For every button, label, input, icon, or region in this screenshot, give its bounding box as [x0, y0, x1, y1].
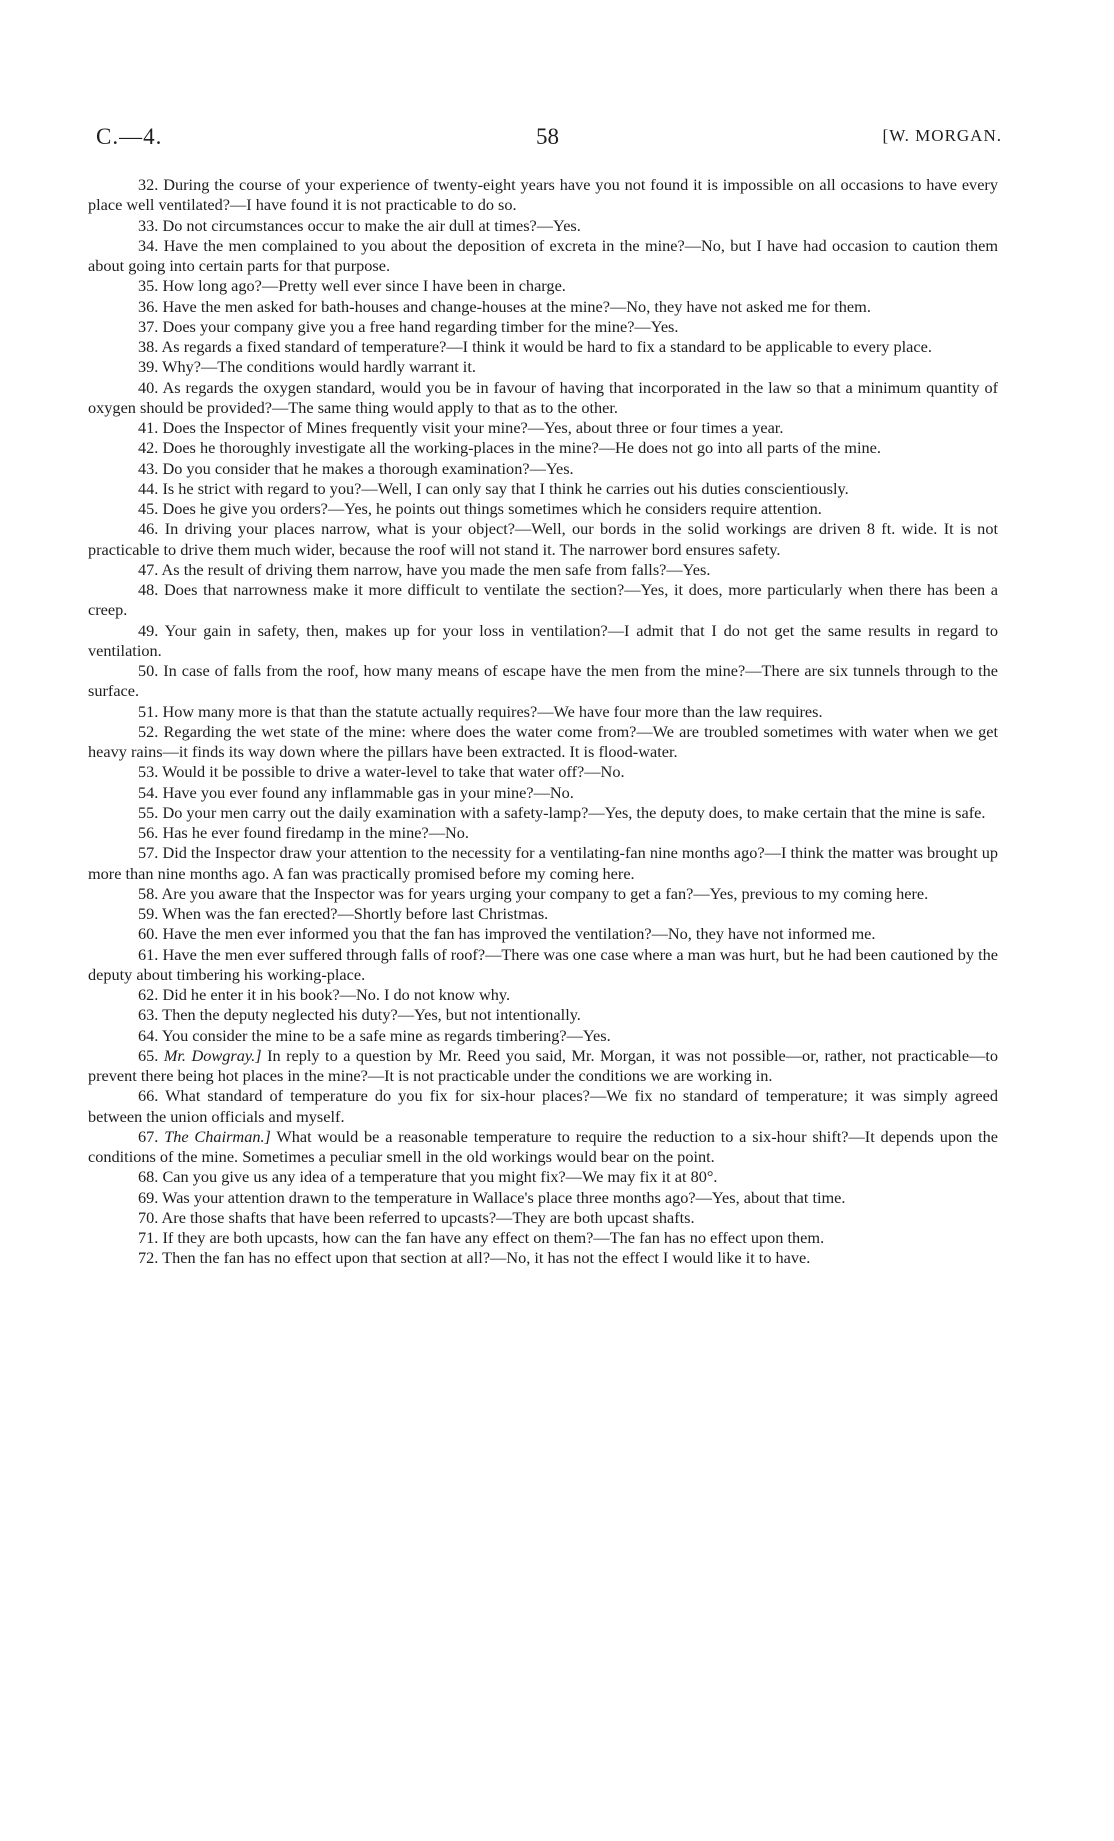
question-answer-text: Have the men asked for bath-houses and change-houses at the mine?—No, they have not asked me for them. — [162, 296, 871, 316]
question-paragraph — [88, 783, 998, 803]
question-number: 68. — [138, 1167, 159, 1187]
question-number: 45. — [138, 499, 159, 518]
question-answer-text: Have the men ever suffered through falls of roof?—There was one case where a man was hurt, but he had been cautioned by the deputy about timbering his working-place. — [88, 944, 998, 984]
question-paragraph — [88, 216, 998, 236]
question-answer-text: How many more is that than the statute actually requires?—We have four more than the law requires. — [162, 701, 823, 721]
question-paragraph — [88, 945, 998, 986]
question-paragraph — [88, 1046, 998, 1087]
question-answer-text: Does your company give you a free hand regarding timber for the mine?—Yes. — [162, 316, 679, 336]
question-paragraph — [88, 337, 998, 357]
question-answer-text: Have the men ever informed you that the fan has improved the ventilation?—No, they have not informed me. — [162, 924, 876, 944]
question-paragraph — [88, 297, 998, 317]
question-number: 39. — [138, 357, 159, 377]
question-number: 65. — [138, 1045, 159, 1065]
question-number: 72. — [138, 1248, 159, 1268]
question-number: 59. — [138, 904, 159, 923]
question-paragraph — [88, 317, 998, 337]
question-answer-text: Are those shafts that have been referred to upcasts?—They are both upcast shafts. — [161, 1207, 695, 1227]
question-paragraph — [88, 560, 998, 580]
question-answer-text: As regards the oxygen standard, would you be in favour of having that incorporated in the law so that a minimum quantity of oxygen should be provided?—The same thing would apply to that as to the other. — [88, 377, 999, 417]
question-answer-text: Would it be possible to drive a water-level to take that water off?—No. — [162, 762, 625, 782]
question-answer-text: As the result of driving them narrow, have you made the men safe from falls?—Yes. — [161, 559, 711, 579]
question-answer-text: How long ago?—Pretty well ever since I have been in charge. — [162, 276, 566, 296]
question-number: 60. — [138, 924, 159, 944]
question-number: 32. — [138, 175, 159, 194]
evidence-text — [88, 175, 998, 1269]
question-answer-text: Does that narrowness make it more difficult to ventilate the section?—Yes, it does, more particularly when there has been a creep. — [88, 580, 998, 620]
question-paragraph — [88, 418, 998, 438]
question-paragraph — [88, 1005, 998, 1025]
question-number: 34. — [138, 235, 159, 255]
question-number: 70. — [138, 1207, 159, 1227]
question-answer-text: What would be a reasonable temperature to require the reduction to a six-hour shift?—It depends upon the conditions of the mine. Sometimes a peculiar smell in the old workings would bear on the point. — [88, 1126, 998, 1166]
question-paragraph — [88, 1127, 998, 1168]
question-answer-text: When was the fan erected?—Shortly before last Christmas. — [162, 904, 549, 923]
question-number: 61. — [138, 944, 159, 964]
question-number: 38. — [138, 337, 159, 356]
question-answer-text: Your gain in safety, then, makes up for your loss in ventilation?—I admit that I do not get the same results in regard to ventilation. — [88, 620, 999, 660]
question-paragraph — [88, 843, 998, 884]
question-number: 33. — [138, 215, 159, 235]
question-answer-text: In reply to a question by Mr. Reed you said, Mr. Morgan, it was not possible—or, rather, not practicable—to prevent there being hot places in the mine?—It is not practicable under the conditions we are working in. — [88, 1045, 998, 1085]
question-paragraph — [88, 702, 998, 722]
question-answer-text: During the course of your experience of twenty-eight years have you not found it is impossible on all occasions to have every place well ventilated?—I have found it is not practicable to do so. — [88, 175, 998, 215]
question-paragraph — [88, 1026, 998, 1046]
question-paragraph — [88, 884, 998, 904]
question-number: 62. — [138, 985, 159, 1004]
question-answer-text: In driving your places narrow, what is your object?—Well, our bords in the solid workings are driven 8 ft. wide. It is not practicable to drive them much wider, because the roof will not stand it. The narrower bord ensures safety. — [88, 519, 998, 559]
question-answer-text: Did the Inspector draw your attention to the necessity for a ventilating-fan nine months ago?—I think the matter was brought up more than nine months ago. A fan was practically promised before my coming here. — [88, 843, 998, 883]
question-answer-text: Does he thoroughly investigate all the working-places in the mine?—He does not go into all parts of the mine. — [162, 438, 881, 458]
question-number: 58. — [138, 883, 159, 903]
question-answer-text: If they are both upcasts, how can the fan have any effect on them?—The fan has no effect upon them. — [162, 1228, 825, 1247]
question-paragraph — [88, 621, 998, 662]
question-answer-text: In case of falls from the roof, how many means of escape have the men from the mine?—There are six tunnels through to the surface. — [88, 661, 998, 701]
question-number: 71. — [138, 1228, 159, 1247]
question-answer-text: Why?—The conditions would hardly warrant it. — [162, 357, 476, 377]
question-answer-text: You consider the mine to be a safe mine as regards timbering?—Yes. — [161, 1025, 611, 1045]
question-number: 53. — [138, 762, 159, 782]
question-paragraph — [88, 519, 998, 560]
question-paragraph — [88, 1228, 998, 1248]
question-paragraph — [88, 236, 998, 277]
question-number: 52. — [138, 721, 159, 741]
question-number: 69. — [138, 1187, 159, 1207]
question-number: 63. — [138, 1005, 159, 1025]
question-paragraph — [88, 722, 998, 763]
question-answer-text: Do your men carry out the daily examination with a safety-lamp?—Yes, the deputy does, to make certain that the mine is safe. — [162, 802, 986, 822]
question-number: 54. — [138, 782, 159, 802]
question-number: 36. — [138, 296, 159, 316]
question-number: 46. — [138, 519, 159, 539]
question-paragraph — [88, 499, 998, 519]
question-paragraph — [88, 1248, 998, 1268]
page-number: 58 — [536, 124, 559, 149]
question-paragraph — [88, 1208, 998, 1228]
question-number: 64. — [138, 1025, 159, 1045]
speaker-name: Mr. Dowgray.] — [163, 1045, 262, 1065]
question-answer-text: Then the fan has no effect upon that section at all?—No, it has not the effect I would like it to have. — [162, 1248, 811, 1268]
question-number: 57. — [138, 843, 159, 863]
question-answer-text: Do you consider that he makes a thorough examination?—Yes. — [162, 458, 574, 478]
question-number: 47. — [138, 559, 159, 579]
question-answer-text: Are you aware that the Inspector was for years urging your company to get a fan?—Yes, previous to my coming here. — [161, 883, 929, 903]
question-answer-text: Does the Inspector of Mines frequently visit your mine?—Yes, about three or four times a year. — [162, 418, 784, 437]
question-answer-text: Have the men complained to you about the deposition of excreta in the mine?—No, but I have had occasion to caution them about going into certain parts for that purpose. — [88, 235, 998, 275]
question-number: 37. — [138, 316, 159, 336]
question-paragraph — [88, 924, 998, 944]
question-paragraph — [88, 479, 998, 499]
question-number: 51. — [138, 701, 159, 721]
question-number: 55. — [138, 802, 159, 822]
question-paragraph — [88, 661, 998, 702]
question-answer-text: What standard of temperature do you fix for six-hour places?—We fix no standard of temperature; it was simply agreed between the union officials and myself. — [88, 1086, 998, 1126]
question-paragraph — [88, 378, 998, 419]
question-paragraph — [88, 904, 998, 924]
question-number: 43. — [138, 458, 159, 478]
question-number: 41. — [138, 418, 159, 437]
question-number: 48. — [138, 580, 159, 599]
question-answer-text: Have you ever found any inflammable gas in your mine?—No. — [162, 782, 574, 802]
question-paragraph — [88, 1167, 998, 1187]
witness-name: [W. MORGAN. — [882, 126, 1002, 145]
question-answer-text: Did he enter it in his book?—No. I do not know why. — [162, 985, 511, 1004]
question-number: 49. — [138, 620, 159, 640]
question-paragraph — [88, 438, 998, 458]
question-paragraph — [88, 1188, 998, 1208]
question-answer-text: Was your attention drawn to the temperature in Wallace's place three months ago?—Yes, about that time. — [162, 1187, 846, 1207]
question-paragraph — [88, 175, 998, 216]
question-paragraph — [88, 762, 998, 782]
question-number: 56. — [138, 823, 159, 842]
document-reference: C.—4. — [96, 124, 163, 149]
question-number: 44. — [138, 478, 159, 498]
question-answer-text: Can you give us any idea of a temperature that you might fix?—We may fix it at 80°. — [162, 1167, 718, 1187]
question-number: 35. — [138, 276, 159, 296]
question-answer-text: Is he strict with regard to you?—Well, I can only say that I think he carries out his duties conscientiously. — [162, 478, 849, 498]
question-number: 42. — [138, 438, 159, 458]
question-number: 50. — [138, 661, 159, 680]
question-paragraph — [88, 985, 998, 1005]
question-paragraph — [88, 803, 998, 823]
question-paragraph — [88, 276, 998, 296]
question-paragraph — [88, 357, 998, 377]
question-number: 66. — [138, 1086, 159, 1106]
question-answer-text: Then the deputy neglected his duty?—Yes, but not intentionally. — [162, 1005, 581, 1025]
question-answer-text: Regarding the wet state of the mine: where does the water come from?—We are troubled sometimes with water when we get heavy rains—it finds its way down where the pillars have been extracted. It is flood-water. — [88, 721, 999, 761]
question-answer-text: As regards a fixed standard of temperature?—I think it would be hard to fix a standard to be applicable to every place. — [161, 337, 932, 356]
question-answer-text: Does he give you orders?—Yes, he points out things sometimes which he considers require attention. — [162, 499, 822, 518]
question-number: 40. — [138, 377, 159, 397]
speaker-name: The Chairman.] — [164, 1126, 271, 1146]
page-header — [96, 124, 1002, 154]
question-paragraph — [88, 580, 998, 621]
question-answer-text: Do not circumstances occur to make the air dull at times?—Yes. — [162, 215, 581, 235]
question-answer-text: Has he ever found firedamp in the mine?—No. — [162, 823, 469, 842]
question-paragraph — [88, 459, 998, 479]
question-number: 67. — [138, 1126, 159, 1146]
question-paragraph — [88, 1086, 998, 1127]
question-paragraph — [88, 823, 998, 843]
